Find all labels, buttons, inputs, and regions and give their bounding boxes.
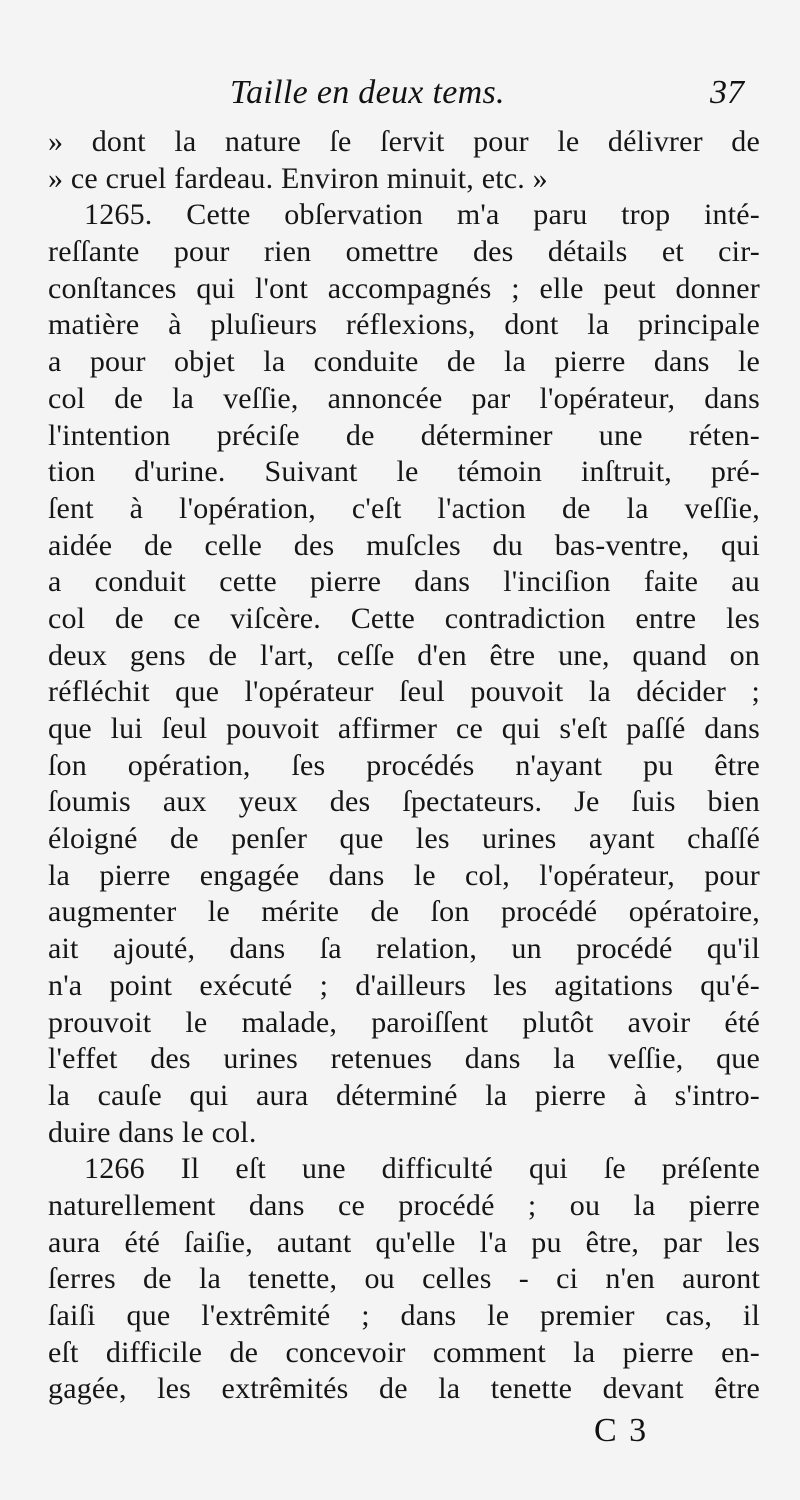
paragraph-1266-start: 1266 Il eſt une difficulté qui ſe préſente: [84, 1152, 760, 1186]
text-line: l'effet des urines retenues dans la veſſie, que: [48, 1042, 760, 1076]
text-line: » ce cruel fardeau. Environ minuit, etc. »: [48, 161, 548, 195]
signature-mark: C 3: [594, 1412, 649, 1449]
text-line: tion d'urine. Suivant le témoin inſtruit, pré-: [48, 455, 760, 489]
text-line: n'a point exécuté ; d'ailleurs les agitations qu'é-: [48, 968, 760, 1002]
text-line: prouvoit le malade, paroiſſent plutôt avoir été: [48, 1005, 760, 1039]
text-line: deux gens de l'art, ceſſe d'en être une, quand on: [48, 638, 760, 672]
text-line: naturellement dans ce procédé ; ou la pierre: [48, 1188, 760, 1222]
text-line: eſt difficile de concevoir comment la pierre en-: [48, 1335, 760, 1369]
text-line: aura été ſaiſie, autant qu'elle l'a pu être, par les: [48, 1225, 760, 1259]
text-line: a pour objet la conduite de la pierre dans le: [48, 345, 760, 379]
text-line: réfléchit que l'opérateur ſeul pouvoit la décider ;: [48, 675, 760, 709]
text-line: gagée, les extrêmités de la tenette devant être: [48, 1372, 760, 1406]
text-line: duire dans le col.: [48, 1115, 257, 1149]
text-line: éloigné de penſer que les urines ayant chaſſé: [48, 822, 760, 856]
text-line: l'intention préciſe de déterminer une réten-: [48, 418, 760, 452]
text-line: ſoumis aux yeux des ſpectateurs. Je ſuis bien: [48, 785, 760, 819]
body-text: [48, 124, 760, 1408]
text-line: ait ajouté, dans ſa relation, un procédé qu'il: [48, 932, 760, 966]
text-line: la cauſe qui aura déterminé la pierre à s'intro-: [48, 1078, 760, 1112]
text-line: ſerres de la tenette, ou celles - ci n'en auront: [48, 1262, 760, 1296]
text-line: conſtances qui l'ont accompagnés ; elle peut donner: [48, 271, 760, 305]
text-line: que lui ſeul pouvoit affirmer ce qui s'eſt paſſé dans: [48, 712, 760, 745]
text-line: ſon opération, ſes procédés n'ayant pu être: [48, 748, 760, 782]
text-line: augmenter le mérite de ſon procédé opératoire,: [48, 895, 760, 929]
text-line: matière à pluſieurs réflexions, dont la principale: [48, 308, 760, 342]
running-header: [48, 74, 748, 118]
text-line: col de ce viſcère. Cette contradiction entre les: [48, 601, 760, 635]
text-line: a conduit cette pierre dans l'inciſion faite au: [48, 565, 760, 599]
text-line: reſſante pour rien omettre des détails et cir-: [48, 235, 760, 269]
text-line: col de la veſſie, annoncée par l'opérateur, dans: [48, 381, 760, 415]
text-line: ſaiſi que l'extrêmité ; dans le premier cas, il: [48, 1299, 760, 1332]
text-line: la pierre engagée dans le col, l'opérateur, pour: [48, 858, 760, 892]
page-number: 37: [710, 74, 744, 111]
text-line: ſent à l'opération, c'eſt l'action de la veſſie,: [48, 491, 760, 525]
paragraph-1265-start: 1265. Cette obſervation m'a paru trop inté-: [84, 198, 760, 232]
text-line: aidée de celle des muſcles du bas-ventre, qui: [48, 528, 760, 562]
running-title: Taille en deux tems.: [230, 74, 505, 111]
text-line: » dont la nature ſe ſervit pour le délivrer de: [48, 125, 760, 158]
